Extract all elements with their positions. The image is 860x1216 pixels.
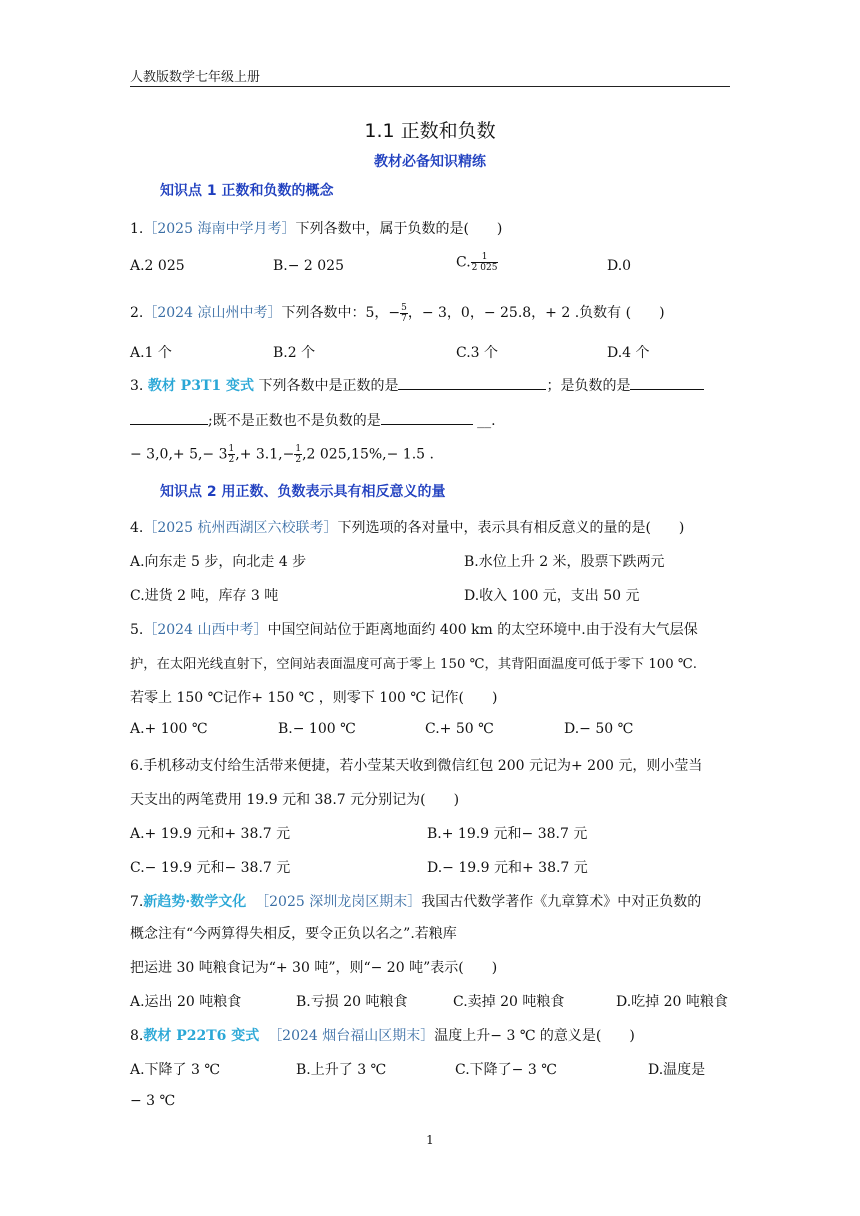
question-7-line-3: 把运进 30 吨粮食记为“+ 30 吨”，则“− 20 吨”表示( ) [130, 960, 498, 976]
option-b: B.2 个 [273, 345, 316, 361]
option-a: A.运出 20 吨粮食 [130, 994, 242, 1010]
option-c: C.下降了− 3 ℃ [455, 1062, 557, 1078]
option-b: B.上升了 3 ℃ [296, 1062, 387, 1078]
option-d: D.− 50 ℃ [564, 721, 634, 737]
option-d: D.0 [607, 258, 632, 274]
option-b: B.+ 19.9 元和− 38.7 元 [427, 826, 588, 842]
option-c: C.3 个 [456, 345, 499, 361]
knowledge-point-1: 知识点 1 正数和负数的概念 [160, 183, 334, 199]
option-c: C.进货 2 吨，库存 3 吨 [130, 588, 279, 604]
option-a: A.+ 100 ℃ [130, 721, 208, 737]
option-a: A.向东走 5 步，向北走 4 步 [130, 554, 307, 570]
question-tag: 教材 P3T1 变式 [147, 378, 254, 394]
question-8: 8.教材 P22T6 变式 ［2024 烟台福山区期末］温度上升− 3 ℃ 的意义是( ) [130, 1028, 635, 1044]
option-d: D.温度是 [648, 1062, 706, 1078]
answer-blank[interactable] [398, 375, 546, 390]
question-7-line-2: 概念注有“今两算得失相反，要令正负以名之”.若粮库 [130, 926, 457, 942]
question-source: ［2024 烟台福山区期末］ [268, 1028, 435, 1044]
header-rule [130, 86, 730, 87]
knowledge-point-2: 知识点 2 用正数、负数表示具有相反意义的量 [160, 484, 446, 500]
option-d-cont: − 3 ℃ [130, 1093, 176, 1109]
option-d: D.− 19.9 元和+ 38.7 元 [427, 860, 588, 876]
question-4: 4.［2025 杭州西湖区六校联考］下列选项的各对量中，表示具有相反意义的量的是( ) [130, 520, 685, 536]
question-source: ［2025 深圳龙岗区期末］ [255, 894, 422, 910]
option-a: A.1 个 [130, 345, 172, 361]
option-d: D.收入 100 元，支出 50 元 [464, 588, 640, 604]
option-d: D.吃掉 20 吨粮食 [616, 994, 728, 1010]
question-tag: 教材 P22T6 变式 [143, 1028, 260, 1044]
question-3: 3. 教材 P3T1 变式 下列各数中是正数的是 ；是负数的是 [130, 375, 704, 395]
option-c: C.+ 50 ℃ [425, 721, 494, 737]
option-c: C.卖掉 20 吨粮食 [453, 994, 565, 1010]
question-6: 6.手机移动支付给生活带来便捷，若小莹某天收到微信红包 200 元记为+ 200 元，则小莹当 [130, 758, 703, 774]
question-2: 2.［2024 凉山州中考］下列各数中：5，− $\frac{5}{7}$ ，− 3，0，− 25.8，+ 2 .负数有 ( ) [130, 302, 665, 324]
page-number: 1 [426, 1133, 434, 1147]
question-number: 1. [130, 221, 144, 237]
question-tag: 新趋势·数学文化 [143, 894, 247, 910]
option-c: C. $\frac{1}{2 025}$ [456, 252, 498, 273]
section-subtitle: 教材必备知识精练 [374, 154, 486, 170]
question-source: ［2024 山西中考］ [143, 622, 268, 638]
option-a: A.+ 19.9 元和+ 38.7 元 [130, 826, 291, 842]
question-6-line-2: 天支出的两笔费用 19.9 元和 38.7 元分别记为( ) [130, 792, 460, 808]
section-title: 1.1 正数和负数 [364, 120, 496, 142]
question-3-cont: ;既不是正数也不是负数的是 __. [130, 410, 496, 430]
option-a: A.2 025 [130, 258, 185, 274]
answer-blank[interactable] [130, 410, 208, 425]
question-source: ［2025 海南中学月考］ [143, 221, 296, 237]
question-3-numbers: − 3,0,+ 5,− 3 $\frac{1}{2}$ ,+ 3.1,− $\frac{1}{2}$ ,2 025,15%,− 1.5 . [130, 444, 434, 465]
question-7: 7.新趋势·数学文化 ［2025 深圳龙岗区期末］我国古代数学著作《九章算术》中对正负数的 [130, 894, 702, 910]
option-b: B.− 2 025 [273, 258, 344, 274]
option-b: B.水位上升 2 米，股票下跌两元 [464, 554, 665, 570]
question-5: 5.［2024 山西中考］中国空间站位于距离地面约 400 km 的太空环境中.由于没有大气层保 [130, 622, 698, 638]
question-source: ［2025 杭州西湖区六校联考］ [143, 520, 338, 536]
question-1 [130, 218, 502, 238]
option-b: B.亏损 20 吨粮食 [296, 994, 408, 1010]
option-c: C.− 19.9 元和− 38.7 元 [130, 860, 291, 876]
fraction: $\frac{1}{2}$ [228, 444, 235, 465]
answer-blank[interactable] [630, 375, 704, 390]
option-a: A.下降了 3 ℃ [130, 1062, 221, 1078]
question-5-line-3: 若零上 150 ℃记作+ 150 ℃ ，则零下 100 ℃ 记作( ) [130, 690, 498, 706]
question-text: 下列各数中，属于负数的是( ) [295, 221, 503, 237]
fraction: $\frac{1}{2 025}$ [471, 252, 498, 273]
running-header: 人教版数学七年级上册 [130, 70, 261, 85]
answer-blank[interactable] [381, 410, 473, 425]
question-source: ［2024 凉山州中考］ [143, 305, 282, 321]
question-5-line-2: 护，在太阳光线直射下，空间站表面温度可高于零上 150 ℃，其背阳面温度可低于零下 100 ℃. [130, 657, 698, 672]
fraction: $\frac{1}{2}$ [295, 444, 302, 465]
option-d: D.4 个 [607, 345, 650, 361]
fraction: $\frac{5}{7}$ [401, 302, 407, 324]
option-b: B.− 100 ℃ [278, 721, 356, 737]
